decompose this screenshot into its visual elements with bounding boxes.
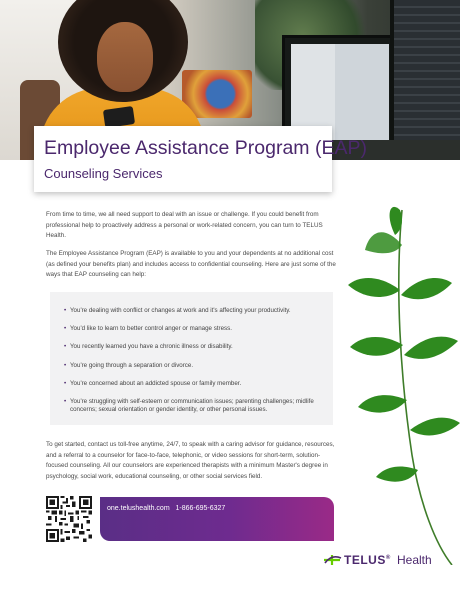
list-item: • You're struggling with self-esteem or communication issues; parenting challenges; midlife concerns; sexual orientation or gender identity, or other personal issues.	[64, 398, 326, 414]
leaf-branch-illustration	[340, 205, 460, 565]
logo-product-text: Health	[397, 553, 432, 567]
qr-code-icon[interactable]	[46, 496, 92, 542]
eligibility-paragraph: The Employee Assistance Program (EAP) is available to you and your dependents at no additional cost (as defined your benefits plan) and includes access to confidential counseling. Here are just some of the ways that EAP counseling can help:	[46, 250, 336, 279]
telus-logo-icon	[322, 553, 342, 567]
list-item: • You'd like to learn to better control anger or manage stress.	[64, 325, 326, 333]
page-subtitle: Counseling Services	[44, 166, 163, 181]
hero-monitor-second	[390, 0, 460, 150]
list-item: • You're dealing with conflict or changes at work and it's affecting your productivity.	[64, 307, 326, 315]
list-item: • You recently learned you have a chronic illness or disability.	[64, 343, 326, 351]
help-list-panel	[50, 292, 333, 425]
telus-health-logo	[322, 552, 452, 568]
contact-bar	[100, 497, 334, 541]
help-list	[64, 307, 326, 424]
contact-line	[107, 505, 225, 512]
page-title: Employee Assistance Program (EAP)	[44, 137, 367, 159]
get-started-paragraph: To get started, contact us toll-free anytime, 24/7, to speak with a caring advisor for guidance, resources, and a referral to a counselor for face-to-face, telephonic, or video sessions for short-term, solution-focused counseling. All our counselors are experienced therapists with a minimum Master's degree in psychology, social work, educational counseling, or other social services field.	[46, 441, 335, 480]
phone-number[interactable]: 1-866-695-6327	[175, 505, 226, 512]
list-item: • You're going through a separation or divorce.	[64, 362, 326, 370]
logo-brand-text: TELUS®	[344, 553, 391, 567]
list-item: • You're concerned about an addicted spouse or family member.	[64, 380, 326, 388]
website-link[interactable]: one.telushealth.com	[107, 505, 170, 512]
hero-person-face	[97, 22, 153, 92]
title-card	[34, 126, 367, 192]
intro-paragraph: From time to time, we all need support to deal with an issue or challenge. If you could benefit from professional help to proactively address a personal or work-related concern, you can turn to TELUS Health.	[46, 211, 323, 240]
